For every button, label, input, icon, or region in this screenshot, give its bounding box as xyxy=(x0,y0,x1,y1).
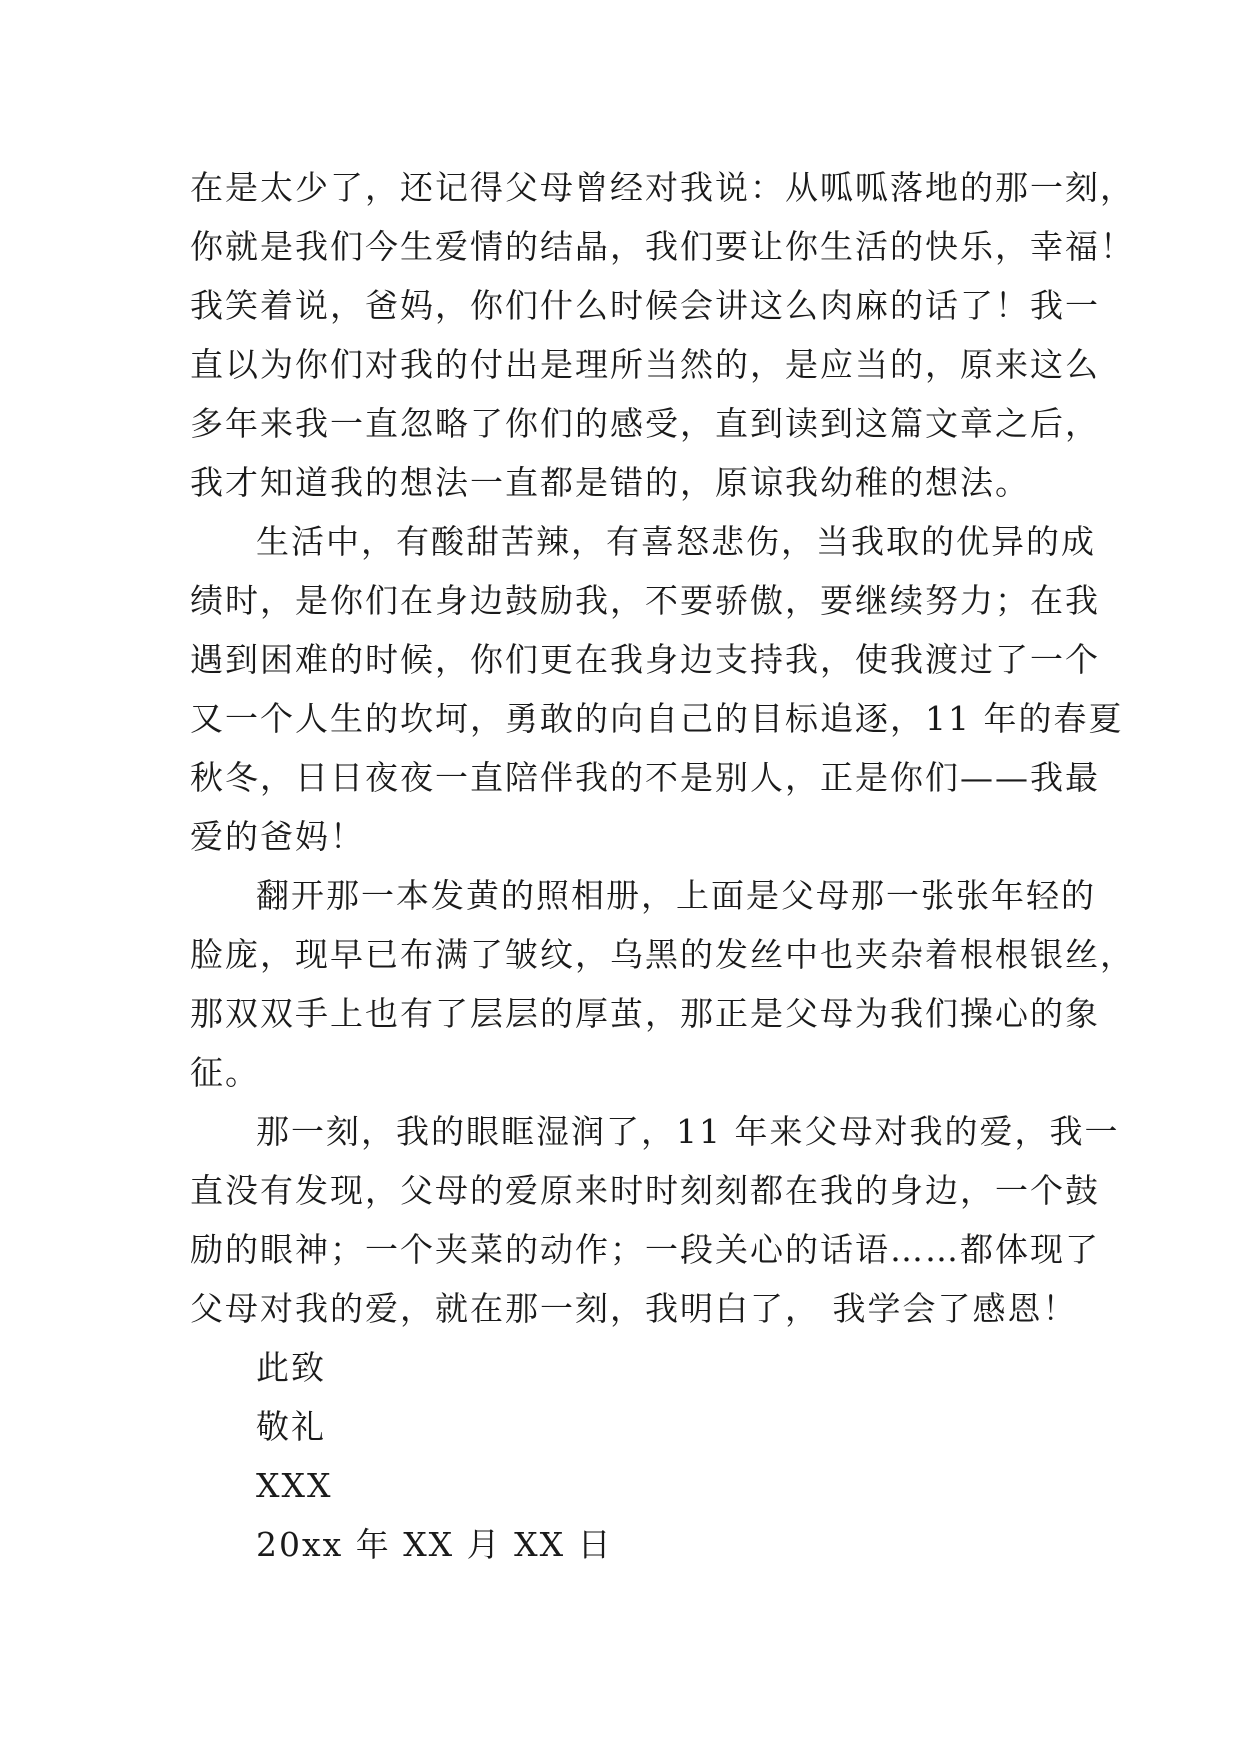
paragraph-2 xyxy=(190,512,1124,866)
regards: 敬礼 xyxy=(256,1407,326,1446)
text-line: 那双双手上也有了层层的厚茧，那正是父母为我们操心的象 xyxy=(190,994,1100,1033)
text-line: 直以为你们对我的付出是理所当然的，是应当的，原来这么 xyxy=(190,345,1100,384)
text-line: 我笑着说，爸妈，你们什么时候会讲这么肉麻的话了！我一 xyxy=(190,286,1100,325)
text-line: 秋冬，日日夜夜一直陪伴我的不是别人，正是你们——我最 xyxy=(190,758,1100,797)
letter-closing xyxy=(190,1338,1058,1574)
date: 20xx 年 XX 月 XX 日 xyxy=(256,1525,613,1564)
text-line: 在是太少了，还记得父母曾经对我说：从呱呱落地的那一刻， xyxy=(190,168,1135,207)
salutation: 此致 xyxy=(256,1348,326,1387)
paragraph-4 xyxy=(190,1102,1120,1338)
text-line: 脸庞，现早已布满了皱纹，乌黑的发丝中也夹杂着根根银丝， xyxy=(190,935,1135,974)
text-line: 直没有发现，父母的爱原来时时刻刻都在我的身边，一个鼓 xyxy=(190,1171,1100,1210)
paragraph-1 xyxy=(190,158,1135,512)
text-line: 生活中，有酸甜苦辣，有喜怒悲伤，当我取的优异的成 xyxy=(256,522,1096,561)
text-line: 你就是我们今生爱情的结晶，我们要让你生活的快乐，幸福！ xyxy=(190,227,1135,266)
text-line: 励的眼神；一个夹菜的动作；一段关心的话语……都体现了 xyxy=(190,1230,1100,1269)
text-line: 征。 xyxy=(190,1053,260,1092)
text-line: 爱的爸妈！ xyxy=(190,817,365,856)
text-line: 多年来我一直忽略了你们的感受，直到读到这篇文章之后， xyxy=(190,404,1100,443)
letter-body xyxy=(190,158,1135,1574)
text-line: 遇到困难的时候，你们更在我身边支持我，使我渡过了一个 xyxy=(190,640,1100,679)
text-line: 我才知道我的想法一直都是错的，原谅我幼稚的想法。 xyxy=(190,463,1030,502)
text-line: 父母对我的爱，就在那一刻，我明白了， 我学会了感恩！ xyxy=(190,1289,1078,1328)
text-line: 那一刻，我的眼眶湿润了，11 年来父母对我的爱，我一 xyxy=(256,1112,1120,1151)
paragraph-3 xyxy=(190,866,1135,1102)
text-line: 又一个人生的坎坷，勇敢的向自己的目标追逐，11 年的春夏 xyxy=(190,699,1124,738)
text-line: 翻开那一本发黄的照相册，上面是父母那一张张年轻的 xyxy=(256,876,1096,915)
signature: XXX xyxy=(256,1466,333,1505)
text-line: 绩时，是你们在身边鼓励我，不要骄傲，要继续努力；在我 xyxy=(190,581,1100,620)
